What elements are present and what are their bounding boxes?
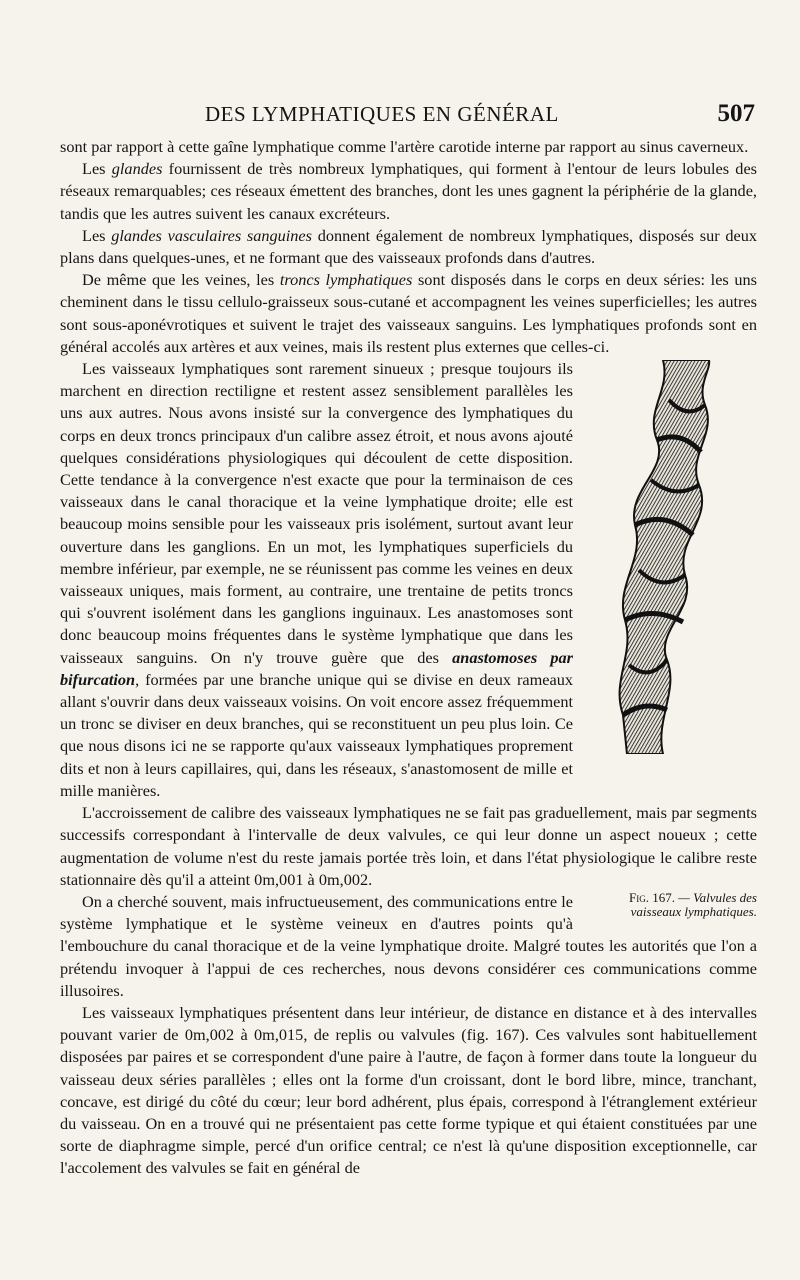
page-number: 507 <box>717 100 755 127</box>
text-run: Les <box>82 225 112 245</box>
page-header <box>60 100 755 130</box>
term-glandes-vasculaires: glandes vasculaires sanguines <box>111 225 312 245</box>
text-run: Les <box>82 159 112 179</box>
paragraph-vaisseaux <box>60 358 757 802</box>
paragraph-accroissement: L'accroissement de calibre des vaisseaux lymphatiques ne se fait pas graduellement, mais par segments successifs correspondant à l'intervalle de deux valvules, ce qui leur donne un aspect noueux ; cette augmentation de volume n'est du reste jamais portée très loin, et dans l'état physiologique le calibre reste stationnaire dès qu'il a atteint 0m,001 à 0m,002. <box>60 803 757 889</box>
term-glandes: glandes <box>111 159 163 179</box>
text-run: donnent également de nombreux lymphatiques, disposés sur deux plans dans quelques-unes, et ne formant que des vaisseaux profonds dans d'autres. <box>60 225 758 268</box>
text-run: , formées par une branche unique qui se divise en deux rameaux allant s'ouvrir dans deux vaisseaux voisins. On voit encore assez fréquemment un tronc se diviser en deux branches, qui se reconstituent un peu plus loin. Ce que nous disons ici ne se rapporte qu'aux vaisseaux lymphatiques proprement dits et non à leurs capillaires, qui, dans les réseaux, s'anastomosent de mille et mille manières. <box>60 669 573 800</box>
term-anastomoses-par-bifurcation: anastomoses par bifurcation <box>60 647 573 689</box>
text-run: Les vaisseaux lymphatiques sont rarement sinueux ; presque toujours ils marchent en direction rectiligne et restent assez sensiblement parallèles les uns aux autres. Nous avons insisté sur la convergence des lymphatiques du corps en deux troncs principaux d'un calibre assez étroit, et nous avons ajouté quelques considérations physiologiques qui découlent de cette disposition. Cette tendance à la convergence n'est exacte que pour la terminaison de ces vaisseaux dans le canal thoracique et la veine lymphatique droite; elle est beaucoup moins sensible pour les vaisseaux pris isolément, surtout avant leur ouverture dans les ganglions. En un mot, les lymphatiques superficiels du membre inférieur, par exemple, ne se réunissent pas comme les veines en deux vaisseaux uniques, mais forment, au contraire, une trentaine de petits troncs qui s'ouvrent isolément dans les ganglions inguinaux. Les anastomoses sont donc beaucoup moins fréquentes dans le système lymphatique que dans les vaisseaux sanguins. On n'y trouve guère que des <box>60 359 573 667</box>
text-run: De même que les veines, les <box>82 270 280 290</box>
figure-caption <box>587 891 757 919</box>
vessel-outline <box>620 360 710 754</box>
figure-167 <box>587 360 757 756</box>
paragraph-communications <box>60 891 757 1002</box>
paragraph-troncs <box>60 269 757 358</box>
paragraph-1: sont par rapport à cette gaîne lymphatique comme l'artère carotide interne par rapport au sinus caverneux. <box>60 137 749 156</box>
paragraph-glandes-vasculaires <box>60 225 757 269</box>
lymphatic-valves-illustration <box>605 360 735 754</box>
text-run: On a cherché souvent, mais infructueusement, des communications entre le système lymphatique et le système veineux en d'autres points qu'à l'embouchure du canal thoracique et de la veine lymphatique droite. Malgré toutes les autorités que l'on a prétendu invoquer à l'appui de ces recherches, nous devons considérer ces communications comme illusoires. <box>60 891 757 1000</box>
running-head: DES LYMPHATIQUES EN GÉNÉRAL <box>205 102 559 126</box>
text-run: fournissent de très nombreux lymphatiques, qui forment à l'entour de leurs lobules des réseaux remarquables; ces réseaux émettent des branches, dont les unes gagnent la périphérie de la glande, tandis que les autres suivent les canaux excréteurs. <box>60 159 758 223</box>
term-troncs-lymphatiques: troncs lymphatiques <box>279 270 413 290</box>
figure-number: Fig. 167. <box>629 889 676 905</box>
paragraph-valvules: Les vaisseaux lymphatiques présentent dans leur intérieur, de distance en distance et à des intervalles pouvant varier de 0m,002 à 0m,015, de replis ou valvules (fig. 167). Ces valvules sont habituellement disposées par paires et se correspondent d'une paire à l'autre, de façon à former dans toute la longueur du vaisseau deux séries parallèles ; elles ont la forme d'un croissant, dont le bord libre, mince, tranchant, concave, est dirigé du côté du cœur; leur bord adhérent, plus épais, correspond à l'étranglement extérieur du vaisseau. On en a trouvé qui ne présentaient pas cette forme typique et qui étaient constituées par une sorte de diaphragme simple, percé d'un orifice central; ce n'est là qu'une disposition exceptionnelle, car l'accolement des valvules se fait en général de <box>60 1002 757 1178</box>
body-text <box>60 136 757 1180</box>
figure-caption-text: — Valvules des vaisseaux lymphatiques. <box>630 889 757 919</box>
text-run: sont disposés dans le corps en deux séries: les uns cheminent dans le tissu cellulo-graisseux sous-cutané et accompagnent les veines superficielles; les autres sont sous-aponévrotiques et suivent le trajet des vaisseaux sanguins. Les lymphatiques profonds sont en général accolés aux artères et aux veines, mais ils restent plus externes que celles-ci. <box>60 270 758 356</box>
paragraph-glandes <box>60 158 757 225</box>
